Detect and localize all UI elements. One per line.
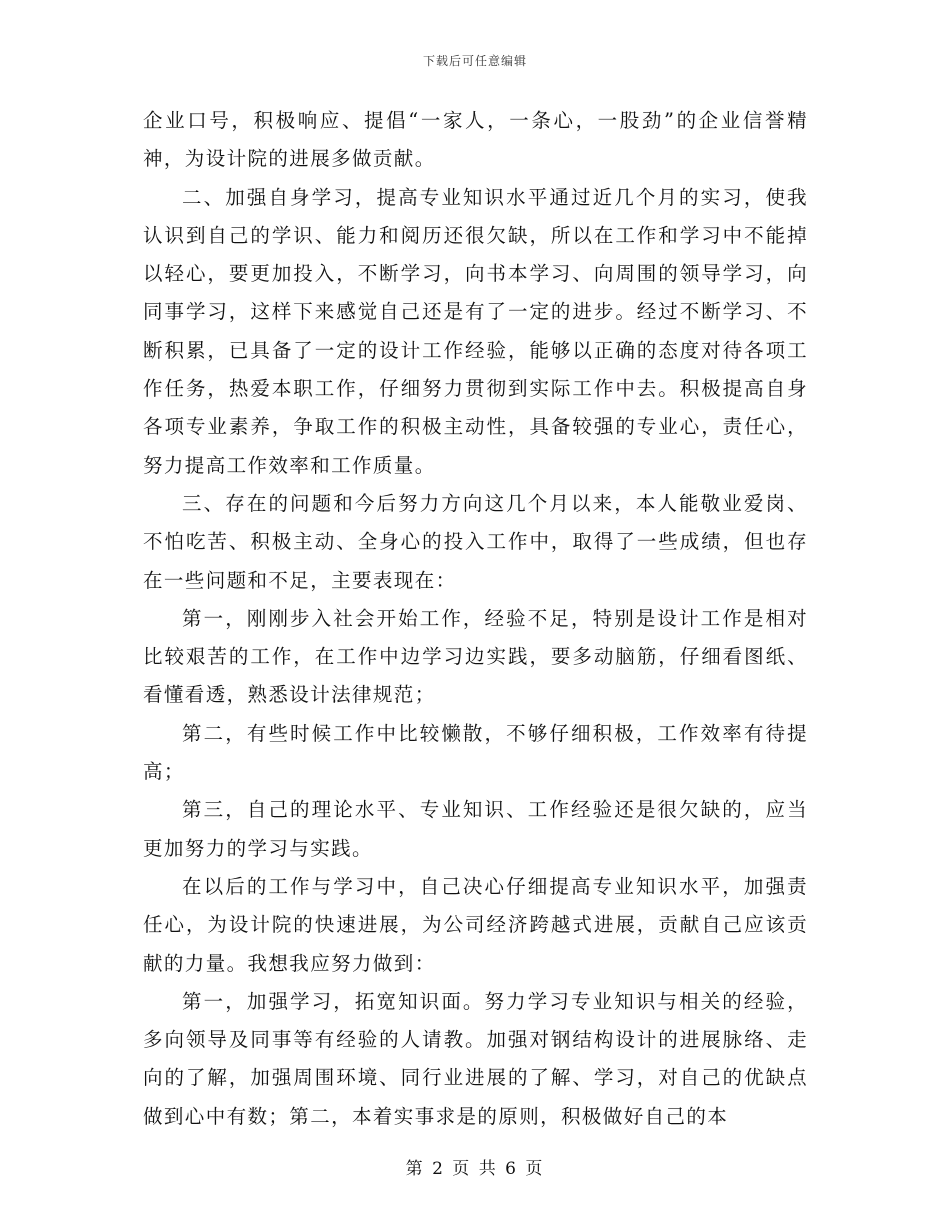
page-header: 下载后可任意编辑	[422, 54, 527, 68]
paragraph-continuation: 企业口号，积极响应、提倡“一家人，一条心，一股劲”的企业信誉精神，为设计院的进展多做贡献。	[143, 109, 808, 171]
paragraph-issue-two: 第二，有些时候工作中比较懒散，不够仔细积极，工作效率有待提高；	[143, 721, 808, 784]
paragraph-issue-three: 第三，自己的理论水平、专业知识、工作经验还是很欠缺的，应当更加努力的学习与实践。	[143, 798, 808, 860]
paragraph-future-plan: 在以后的工作与学习中，自己决心仔细提高专业知识水平，加强责任心，为设计院的快速进展，为公司经济跨越式进展，贡献自己应该贡献的力量。我想我应努力做到：	[143, 874, 808, 975]
paragraph-issue-one: 第一，刚刚步入社会开始工作，经验不足，特别是设计工作是相对比较艰苦的工作，在工作中边学习边实践，要多动脑筋，仔细看图纸、看懂看透，熟悉设计法律规范；	[143, 606, 808, 707]
paragraph-section-three: 三、存在的问题和今后努力方向这几个月以来，本人能敬业爱岗、不怕吃苦、积极主动、全身心的投入工作中，取得了一些成绩，但也存在一些问题和不足，主要表现在：	[143, 491, 808, 592]
paragraph-section-two: 二、加强自身学习，提高专业知识水平通过近几个月的实习，使我认识到自己的学识、能力和阅历还很欠缺，所以在工作和学习中不能掉以轻心，要更加投入，不断学习，向书本学习、向周围的领导学习，向同事学习，这样下来感觉自己还是有了一定的进步。经过不断学习、不断积累，已具备了一定的设计工作经验，能够以正确的态度对待各项工作任务，热爱本职工作，仔细努力贯彻到实际工作中去。积极提高自身各项专业素养，争取工作的积极主动性，具备较强的专业心，责任心，努力提高工作效率和工作质量。	[143, 185, 808, 477]
paragraph-plan-items: 第一，加强学习，拓宽知识面。努力学习专业知识与相关的经验，多向领导及同事等有经验的人请教。加强对钢结构设计的进展脉络、走向的了解，加强周围环境、同行业进展的了解、学习，对自己的优缺点做到心中有数；第二，本着实事求是的原则，积极做好自己的本	[143, 989, 808, 1128]
page-number-footer: 第 2 页 共 6 页	[405, 1159, 545, 1179]
document-body	[143, 102, 808, 1136]
